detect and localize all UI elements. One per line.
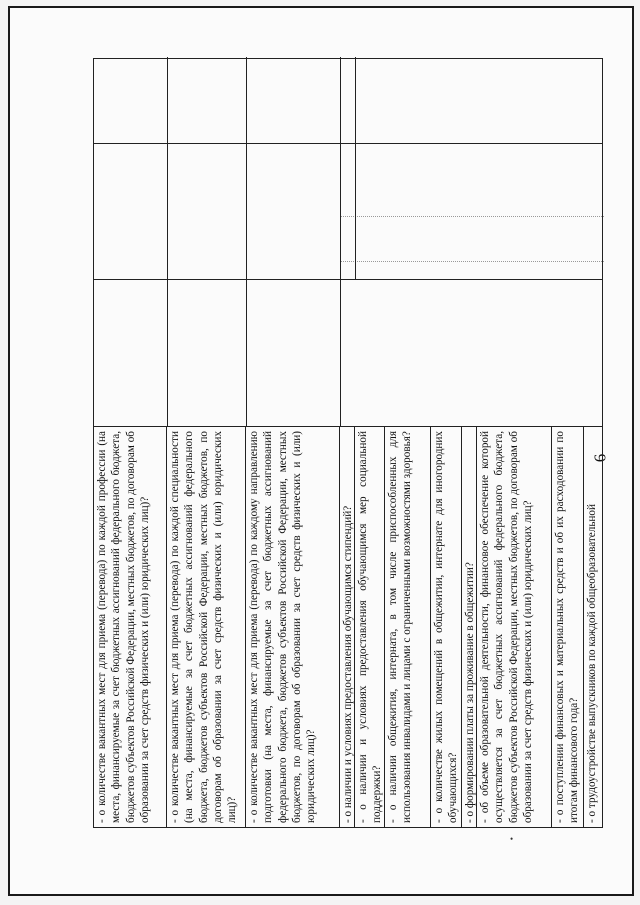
table-row: - о наличии и условиях предоставления обучающимся стипендий?	[340, 427, 355, 827]
table-row: - о количестве вакантных мест для приема (перевода) по каждому направлению подготовки (на места, финансируемые за счет бюджетных ассигнований федерального бюджета, бюджетов субъектов Российской Федерации, местных бюджетов, по договорам об образовании за счет средств физических и (или) юридических лиц)?	[246, 427, 340, 827]
table-row: - о трудоустройстве выпускников по каждой общеобразовательной	[586, 503, 598, 823]
table-row: - об объеме образовательной деятельности, финансовое обеспечение которой осуществляется за счет бюджетных ассигнований федерального бюджета, бюджетов субъектов Российской Федерации, местных бюджетов, по договорам об образовании за счет средств физических и (или) юридических лиц?	[477, 427, 552, 827]
table-row: - о количестве жилых помещений в общежитии, интернате для иногородних обучающихся?	[431, 427, 462, 827]
page-sheet	[8, 6, 634, 896]
table-row: - о наличии и условиях предоставления обучающимся мер социальной поддержки?	[355, 427, 385, 827]
table-row: - о формировании платы за проживание в общежитии?	[462, 427, 477, 827]
column-divider	[340, 260, 604, 262]
requirements-table	[93, 58, 603, 828]
criteria-column	[94, 426, 602, 827]
row-divider	[167, 57, 168, 427]
table-row: - о поступлении финансовых и материальных средств и об их расходовании по итогам финансового года?	[552, 427, 584, 827]
table-row: - о количестве вакантных мест для приема (перевода) по каждой специальности (на места, финансируемые за счет бюджетных ассигнований федерального бюджета, бюджетов субъектов Российской Федерации, местных бюджетов, по договорам об образовании за счет средств физических и (или) юридических лиц)?	[167, 427, 246, 827]
row-divider	[246, 57, 247, 427]
scan-mark: •	[510, 834, 514, 844]
column-divider	[94, 143, 602, 144]
table-row: - о наличии общежития, интерната, в том числе приспособленных для использования инвалидами и лицами с ограниченными возможностями здоровья?	[385, 427, 431, 827]
table-row: - о количестве вакантных мест для приема (перевода) по каждой профессии (на места, финансируемые за счет бюджетных ассигнований федерального бюджета, бюджетов субъектов Российской Федерации, местных бюджетов, по договорам об образовании за счет средств физических и (или) юридических лиц)?	[94, 427, 167, 827]
column-divider	[94, 279, 602, 280]
row-divider	[355, 57, 356, 280]
page-number: 6	[590, 453, 610, 463]
column-divider	[340, 215, 604, 217]
row-divider	[340, 57, 341, 427]
